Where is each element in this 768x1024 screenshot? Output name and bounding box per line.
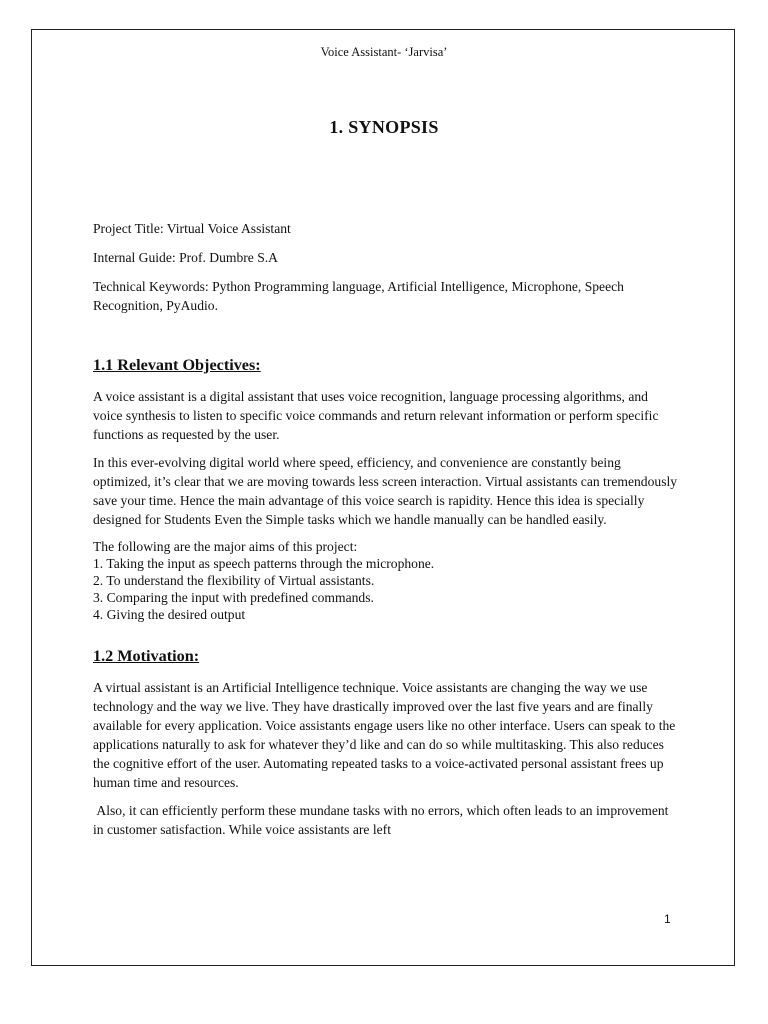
motivation-paragraph: Also, it can efficiently perform these mundane tasks with no errors, which often leads to an improvement in customer satisfaction. While voice assistants are left bbox=[93, 803, 672, 837]
document-body bbox=[93, 219, 678, 848]
project-title: Project Title: Virtual Voice Assistant bbox=[93, 221, 291, 236]
list-item: 4. Giving the desired output bbox=[93, 607, 246, 622]
list-item: 2. To understand the flexibility of Virtual assistants. bbox=[93, 573, 375, 588]
section-heading-motivation: 1.2 Motivation: bbox=[93, 647, 200, 665]
list-item: 1. Taking the input as speech patterns through the microphone. bbox=[93, 556, 435, 571]
internal-guide: Internal Guide: Prof. Dumbre S.A bbox=[93, 250, 278, 265]
objectives-paragraph: A voice assistant is a digital assistant that uses voice recognition, language processing algorithms, and voice synthesis to listen to specific voice commands and return relevant information or perform specific functions as requested by the user. bbox=[93, 389, 659, 442]
aims-list bbox=[93, 555, 678, 623]
technical-keywords: Technical Keywords: Python Programming language, Artificial Intelligence, Microphone, Speech Recognition, PyAudio. bbox=[93, 279, 624, 313]
aims-intro: The following are the major aims of this project: bbox=[93, 539, 358, 554]
page-number: 1 bbox=[664, 912, 671, 926]
motivation-paragraph: A virtual assistant is an Artificial Intelligence technique. Voice assistants are changing the way we use technology and the way we live. They have drastically improved over the last five years and are finally available for every application. Voice assistants engage users like no other interface. Users can speak to the applications naturally to ask for whatever they’d like and can do so while multitasking. This also reduces the cognitive effort of the user. Automating repeated tasks to a voice-activated personal assistant frees up human time and resources. bbox=[93, 680, 676, 790]
list-item: 3. Comparing the input with predefined commands. bbox=[93, 590, 374, 605]
objectives-paragraph: In this ever-evolving digital world where speed, efficiency, and convenience are constantly being optimized, it’s clear that we are moving towards less screen interaction. Virtual assistants can tremendously save your time. Hence the main advantage of this voice search is rapidity. Hence this idea is specially designed for Students Even the Simple tasks which we handle manually can be handled easily. bbox=[93, 455, 678, 527]
chapter-title: 1. SYNOPSIS bbox=[329, 117, 439, 137]
section-heading-objectives: 1.1 Relevant Objectives: bbox=[93, 356, 261, 374]
running-header: Voice Assistant- ‘Jarvisa’ bbox=[320, 45, 448, 59]
